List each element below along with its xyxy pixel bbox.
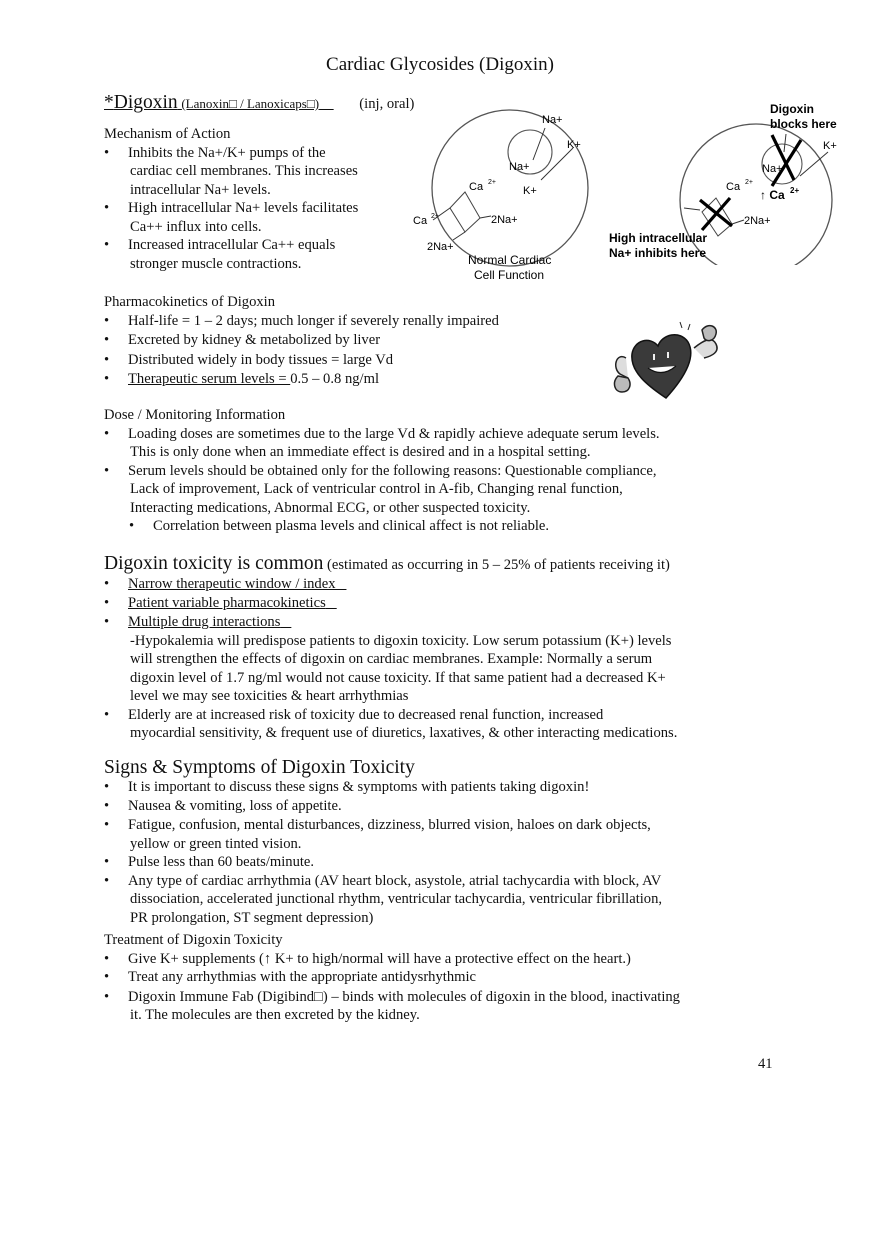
signs-item-cont: dissociation, accelerated junctional rhythm, ventricular tachycardia, ventricular fibrillation, [130, 891, 663, 907]
toxicity-item-text: Patient variable pharmacokinetics [128, 594, 326, 611]
hypokalemia-line: digoxin level of 1.7 ng/ml would not cause toxicity. If that same patient had a decreased K+ [130, 669, 666, 686]
signs-item: • Fatigue, confusion, mental disturbances, dizziness, blurred vision, haloes on dark objects, [104, 816, 662, 835]
signs-heading: Signs & Symptoms of Digoxin Toxicity [104, 757, 415, 778]
dose-item: • Serum levels should be obtained only for the following reasons: Questionable compliance, [104, 462, 660, 481]
moa-item: • Increased intracellular Ca++ equals [104, 236, 358, 255]
label-na-in-2: Na+ [762, 163, 783, 175]
label-2na-out: 2Na+ [427, 241, 454, 253]
drug-name: Digoxin [113, 92, 178, 113]
moa-item-cont: intracellular Na+ levels. [130, 181, 271, 198]
dose-heading: Dose / Monitoring Information [104, 407, 286, 423]
pk-item: • Excreted by kidney & metabolized by liver [104, 331, 499, 350]
moa-item-cont: cardiac cell membranes. This increases [130, 163, 358, 179]
cell-membrane [432, 110, 588, 266]
drug-star: * [104, 92, 114, 113]
flexing-heart-clipart [608, 318, 726, 404]
moa-heading: Mechanism of Action [104, 126, 231, 142]
left-fist [615, 376, 630, 392]
motion-line [688, 324, 690, 330]
left-arm [616, 357, 628, 378]
signs-item-cont: PR prolongation, ST segment depression) [130, 909, 374, 926]
dose-item-cont: Interacting medications, Abnormal ECG, or other suspected toxicity. [130, 499, 531, 516]
moa-item: • Inhibits the Na+/K+ pumps of the [104, 144, 358, 163]
motion-line [680, 322, 682, 328]
label-ca-in: Ca [469, 181, 484, 193]
pk-item: • Distributed widely in body tissues = large Vd [104, 351, 499, 370]
therapeutic-value: 0.5 – 0.8 ng/ml [290, 371, 379, 387]
moa-item-cont: stronger muscle contractions. [130, 255, 302, 272]
dose-section [104, 406, 660, 536]
toxicity-item [104, 594, 677, 613]
toxicity-item-text: Multiple drug interactions [128, 614, 281, 630]
toxicity-note: (estimated as occurring in 5 – 25% of patients receiving it) [323, 557, 670, 573]
treatment-item: • Treat any arrhythmias with the appropriate antidysrhythmic [104, 968, 680, 987]
hypokalemia-line: -Hypokalemia will predispose patients to digoxin toxicity. Low serum potassium (K+) levels [130, 632, 672, 649]
signs-item: • Nausea & vomiting, loss of appetite. [104, 797, 662, 816]
na-arrow-2 [732, 220, 744, 224]
label-2na-in-2: 2Na+ [744, 215, 771, 227]
toxicity-heading: Digoxin toxicity is common [104, 553, 324, 574]
label-ca-out: Ca [413, 215, 428, 227]
dose-item: • Loading doses are sometimes due to the large Vd & rapidly achieve adequate serum levels. [104, 425, 660, 444]
therapeutic-label: Therapeutic serum levels = [128, 371, 291, 387]
signs-section [104, 758, 662, 927]
pk-section [104, 293, 499, 389]
block-label-1: Digoxin [770, 102, 814, 116]
na-in-arrow [480, 216, 491, 218]
drug-brands: (Lanoxin□ / Lanoxicaps□) [181, 96, 320, 111]
pk-item: • Half-life = 1 – 2 days; much longer if severely renally impaired [104, 312, 499, 331]
signs-item: • It is important to discuss these signs & symptoms with patients taking digoxin! [104, 778, 662, 797]
caption-line2: Cell Function [474, 268, 545, 282]
treatment-heading: Treatment of Digoxin Toxicity [104, 932, 283, 948]
label-k-top: K+ [567, 139, 581, 151]
block-label-2: blocks here [770, 117, 837, 131]
na-lower-arrow [453, 232, 465, 240]
label-ca-in-sup-2: 2+ [745, 179, 753, 186]
caption-line1: Normal Cardiac [468, 253, 552, 267]
moa-section [104, 125, 358, 273]
treatment-section [104, 931, 680, 1025]
digoxin-pointer [784, 134, 786, 152]
toxicity-item [104, 575, 677, 594]
exchanger-box [450, 192, 480, 232]
drug-header [104, 92, 414, 115]
label-k-in: K+ [523, 185, 537, 197]
moa-item: • High intracellular Na+ levels facilitates [104, 199, 358, 218]
heart-body [632, 335, 691, 398]
note-line-2: Na+ inhibits here [609, 246, 707, 260]
dose-item-cont: Lack of improvement, Lack of ventricular control in A-fib, Changing renal function, [130, 481, 623, 497]
toxicity-section [104, 554, 677, 743]
hypokalemia-line: will strengthen the effects of digoxin on cardiac membranes. Example: Normally a serum [130, 651, 653, 667]
label-k-top-2: K+ [823, 140, 837, 152]
label-2na-in: 2Na+ [491, 214, 518, 226]
treatment-item: • Digoxin Immune Fab (Digibind□) – binds with molecules of digoxin in the blood, inactivating [104, 988, 680, 1007]
signs-item: • Pulse less than 60 beats/minute. [104, 853, 662, 872]
note-line-1: High intracellular [609, 231, 708, 245]
treatment-item: • Give K+ supplements (↑ K+ to high/normal will have a protective effect on the heart.) [104, 950, 680, 969]
label-ca-in-sup: 2+ [488, 179, 496, 186]
label-na-top: Na+ [542, 114, 563, 126]
hypokalemia-line: level we may see toxicities & heart arrhythmias [130, 688, 409, 704]
normal-cell-diagram [405, 108, 595, 288]
page-title: Cardiac Glycosides (Digoxin) [326, 54, 554, 75]
dose-item-cont: This is only done when an immediate effect is desired and in a hospital setting. [130, 444, 591, 460]
label-na-in: Na+ [509, 161, 530, 173]
page-number: 41 [758, 1056, 773, 1072]
signs-item: • Any type of cardiac arrhythmia (AV heart block, asystole, atrial tachycardia with block, AV [104, 872, 662, 891]
dose-subitem: • Correlation between plasma levels and clinical affect is not reliable. [129, 517, 660, 536]
toxicity-elderly: • Elderly are at increased risk of toxicity due to decreased renal function, increased [104, 706, 677, 725]
toxicity-heading-line [104, 554, 677, 575]
signs-item-cont: yellow or green tinted vision. [130, 835, 302, 852]
drug-header-underlined [104, 92, 334, 113]
k-arrow [541, 148, 573, 180]
drug-routes: (inj, oral) [359, 96, 415, 112]
pk-heading: Pharmacokinetics of Digoxin [104, 294, 276, 310]
toxicity-elderly-cont: myocardial sensitivity, & frequent use of diuretics, laxatives, & other interacting medications. [130, 725, 678, 741]
label-ca-out-sup: 2+ [431, 213, 439, 220]
pk-item-therapeutic [104, 370, 499, 389]
toxicity-item [104, 613, 677, 632]
label-up-ca: ↑ Ca [760, 188, 785, 202]
right-fist [702, 326, 716, 341]
digoxin-block-diagram [606, 100, 846, 265]
label-up-ca-sup: 2+ [790, 186, 800, 195]
na-arrow [533, 128, 545, 160]
k-arrow-2 [800, 152, 828, 176]
treatment-item-cont: it. The molecules are then excreted by the kidney. [130, 1007, 420, 1023]
moa-item-cont: Ca++ influx into cells. [130, 218, 262, 235]
right-arm [694, 340, 717, 358]
label-ca-in-2: Ca [726, 181, 741, 193]
ca-arrow-2 [684, 208, 700, 210]
toxicity-item-text: Narrow therapeutic window / index [128, 576, 336, 592]
